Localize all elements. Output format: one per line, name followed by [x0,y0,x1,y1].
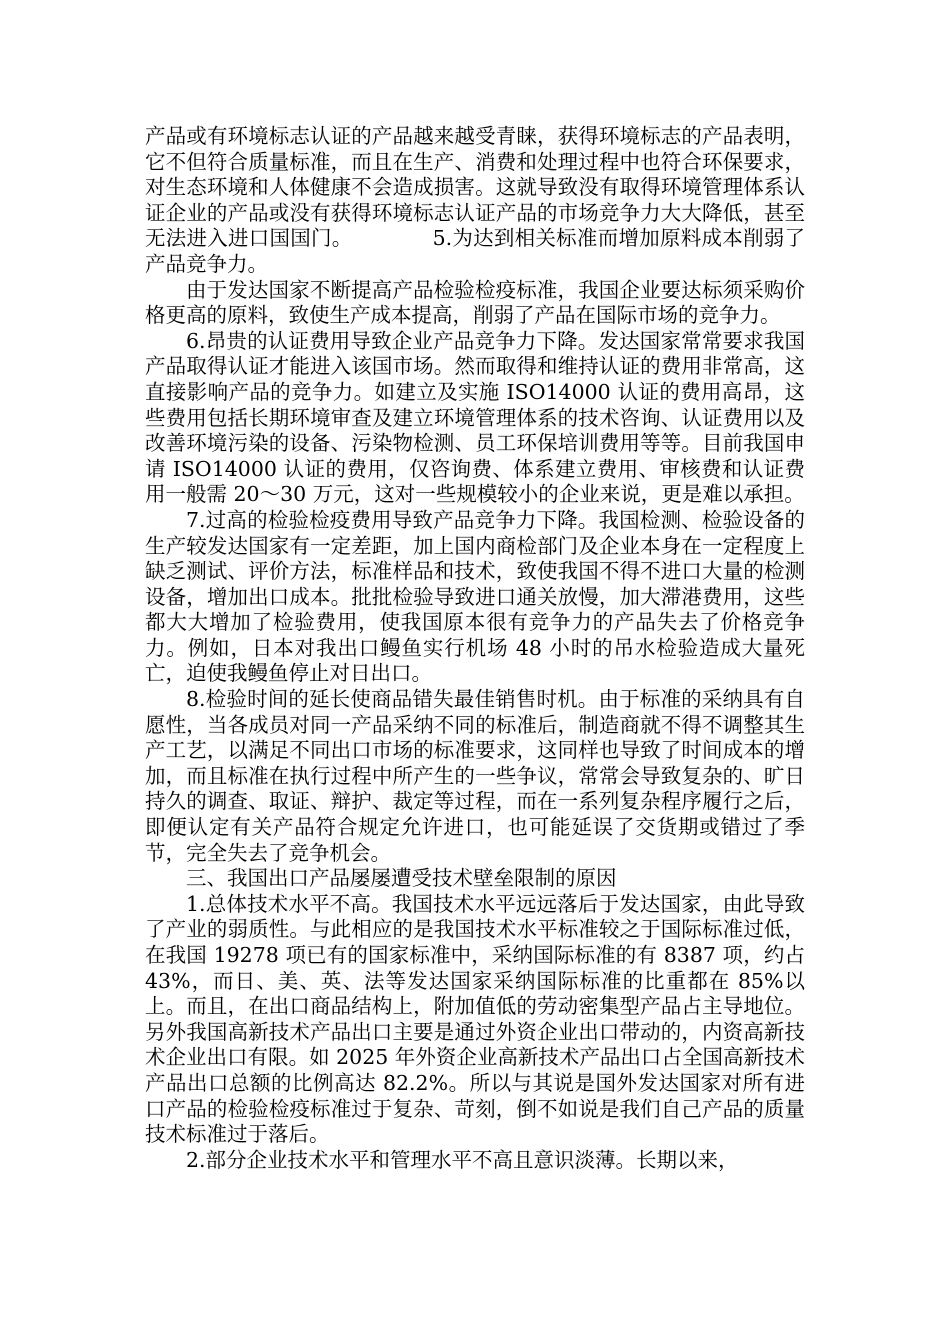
paragraph-technology-level: 1.总体技术水平不高。我国技术水平远远落后于发达国家，由此导致了产业的弱质性。与此相应的是我国技术水平标准较之于国际标准过低，在我国 19278 项已有的国家标准中，采纳国际标准的有 8387 项，约占 43%，而日、美、英、法等发达国家采纳国际标准的比重都在 85%以上。而且，在出口商品结构上，附加值低的劳动密集型产品占主导地位。另外我国高新技术产品出口主要是通过外资企业出口带动的，内资高新技术企业出口有限。如 2025 年外资企业高新技术产品出口占全国高新技术产品出口总额的比例高达 82.2%。所以与其说是国外发达国家对所有进口产品的检验检疫标准过于复杂、苛刻，倒不如说是我们自己产品的质量技术标准过于落后。 [145,891,805,1147]
paragraph-environment-label [145,124,805,278]
paragraph-inspection-fee: 7.过高的检验检疫费用导致产品竞争力下降。我国检测、检验设备的生产较发达国家有一定差距，加上国内商检部门及企业本身在一定程度上缺乏测试、评价方法，标准样品和技术，致使我国不得不进口大量的检测设备，增加出口成本。批批检验导致进口通关放慢，加大滞港费用，这些都大大增加了检验费用，使我国原本很有竞争力的产品失去了价格竞争力。例如，日本对我出口鳗鱼实行机场 48 小时的吊水检验造成大量死亡，迫使我鳗鱼停止对日出口。 [145,507,805,686]
paragraph-inspection-time: 8.检验时间的延长使商品错失最佳销售时机。由于标准的采纳具有自愿性，当各成员对同一产品采纳不同的标准后，制造商就不得不调整其生产工艺，以满足不同出口市场的标准要求，这同样也导致了时间成本的增加，而且标准在执行过程中所产生的一些争议，常常会导致复杂的、旷日持久的调查、取证、辩护、裁定等过程，而在一系列复杂程序履行之后，即便认定有关产品符合规定允许进口，也可能延误了交货期或错过了季节，完全失去了竞争机会。 [145,687,805,865]
paragraph-text: 5.为达到相关标准而增加原料成本削弱了产品竞争力。 [145,226,806,276]
document-page [145,124,805,1173]
paragraph-raw-material-cost: 由于发达国家不断提高产品检验检疫标准，我国企业要达标须采购价格更高的原料，致使生产成本提高，削弱了产品在国际市场的竞争力。 [145,277,805,328]
paragraph-text: 产品或有环境标志认证的产品越来越受青睐，获得环境标志的产品表明，它不但符合质量标准，而且在生产、消费和处理过程中也符合环保要求，对生态环境和人体健康不会造成损害。这就导致没有取得环境管理体系认证企业的产品或没有获得环境标志认证产品的市场竞争力大大降低，甚至无法进入进口国国门。 [145,124,805,251]
paragraph-certification-cost: 6.昂贵的认证费用导致企业产品竞争力下降。发达国家常常要求我国产品取得认证才能进入该国市场。然而取得和维持认证的费用非常高，这直接影响产品的竞争力。如建立及实施 ISO14000 认证的费用高昂，这些费用包括长期环境审查及建立环境管理体系的技术咨询、认证费用以及改善环境污染的设备、污染物检测、员工环保培训费用等等。目前我国申请 ISO14000 认证的费用，仅咨询费、体系建立费用、审核费和认证费用一般需 20～30 万元，这对一些规模较小的企业来说，更是难以承担。 [145,328,805,507]
section-heading: 三、我国出口产品屡屡遭受技术壁垒限制的原因 [186,866,617,891]
paragraph-enterprise-management: 2.部分企业技术水平和管理水平不高且意识淡薄。长期以来， [186,1147,739,1172]
